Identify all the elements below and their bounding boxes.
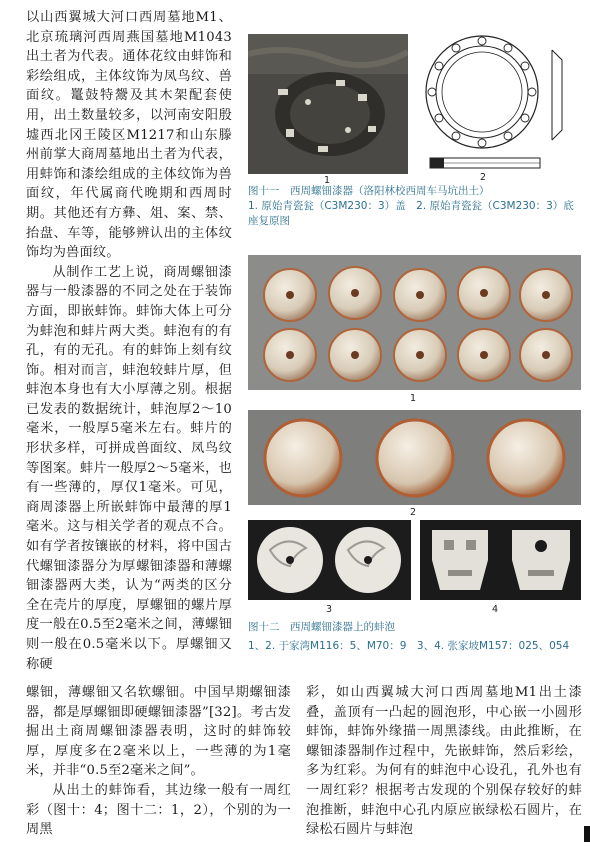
figure-title: 图十二 西周螺钿漆器上的蚌泡: [248, 621, 395, 633]
fig12-label-3: 3: [326, 604, 333, 615]
page-edge-marker: [584, 826, 590, 842]
large-shell-bubbles: [248, 410, 581, 505]
fig12-label-1: 1: [410, 393, 417, 404]
vessel-drawing: [412, 30, 582, 178]
fig11-photo: [248, 34, 408, 174]
fig11-label-2: 2: [480, 172, 487, 183]
fig12-photo-4: [420, 520, 581, 600]
fig12-photo-1: [248, 255, 581, 390]
fig12-label-2: 2: [410, 507, 417, 518]
fig12-photo-3: [248, 520, 411, 600]
fig12-label-4: 4: [492, 604, 499, 615]
paragraph: 从制作工艺上说，商周螺钿漆器与一般漆器的不同之处在于装饰方面，即嵌蚌饰。蚌饰大体上可分为蚌泡和蚌片两大类。蚌泡有的有孔，有的无孔。有的蚌饰上刻有纹饰。相对而言，蚌泡较蚌片厚，但蚌泡本身也有大小厚薄之别。根据已发表的数据统计，蚌泡厚2～10毫米，一般厚5毫米左右。蚌片的形状多样，可拼成兽面纹、凤鸟纹等图案。蚌片一般厚2～5毫米，也有一些薄的，厚仅1毫米。可见，商周漆器上所嵌蚌饰中最薄的厚1毫米。这与相关学者的观点不合。如有学者按镶嵌的材料，将中国古代螺钿漆器分为厚螺钿漆器和薄螺钿漆器两大类，认为“两类的区分全在壳片的厚度，厚螺钿的螺片厚度一般在0.5至2毫米之间，薄螺钿则一般在0.5毫米以下。厚螺钿又称硬: [26, 264, 232, 672]
shell-bubbles-grid: [248, 255, 581, 390]
paragraph: 从出土的蚌饰看，其边缘一般有一周红彩（图十：4；图十二：1，2），个别的为一周黑: [26, 782, 291, 838]
fig12-caption: [248, 620, 580, 654]
excavation-photo: [248, 34, 408, 174]
fig12-photo-2: [248, 410, 581, 505]
bottom-left-text: [26, 683, 291, 840]
fig11-label-1: 1: [324, 175, 331, 186]
fig11-drawing: [412, 30, 582, 178]
bottom-right-text: [306, 683, 582, 840]
figure-title: 图十一 西周螺钿漆器（洛阳林校西周车马坑出土）: [248, 185, 490, 197]
figure-description: 1. 原始青瓷瓮（C3M230：3）盖 2. 原始青瓷瓮（C3M230：3）底座复原图: [248, 200, 574, 227]
left-text-column: [26, 8, 232, 674]
fig11-caption: [248, 184, 580, 229]
paragraph: 以山西翼城大河口西周墓地M1、北京琉璃河西周燕国墓地M1043出土者为代表。通体花纹由蚌饰和彩绘组成，主体纹饰为凤鸟纹、兽面纹。鼍鼓特鬶及其木架配套使用，出土数量较多，以河南安阳殷墟西北冈王陵区M1217和山东滕州前掌大商周墓地出土者为代表，用蚌饰和漆绘组成的主体纹饰为兽面纹，年代属商代晚期和西周时期。其他还有方彝、俎、案、禁、抬盘、车等，能够辨认出的主体纹饰均为兽面纹。: [26, 10, 232, 261]
carved-shell-bubbles: [248, 520, 411, 600]
paragraph: 螺钿，薄螺钿又名软螺钿。中国早期螺钿漆器，都是厚螺钿即硬螺钿漆器”[32]。考古发掘出土商周螺钿漆器表明，这时的蚌饰较厚，厚度多在2毫米以上，一些薄的为1毫米，并非“0.5至2毫米之间”。: [26, 685, 291, 779]
animal-mask-shells: [420, 520, 581, 600]
paragraph: 彩，如山西翼城大河口西周墓地M1出土漆叠，盖顶有一凸起的圆泡形，中心嵌一小圆形蚌饰，蚌饰外缘描一周黑漆线。由此推断，在螺钿漆器制作过程中，先嵌蚌饰，然后彩绘，多为红彩。为何有的蚌泡中心设孔，孔外也有一周红彩？根据考古发现的个别保存较好的蚌泡推断，蚌泡中心孔内原应嵌绿松石圆片，在绿松石圆片与蚌泡: [306, 685, 582, 838]
figure-description: 1、2. 于家湾M116：5、M70：9 3、4. 张家坡M157：025、054: [248, 640, 570, 652]
